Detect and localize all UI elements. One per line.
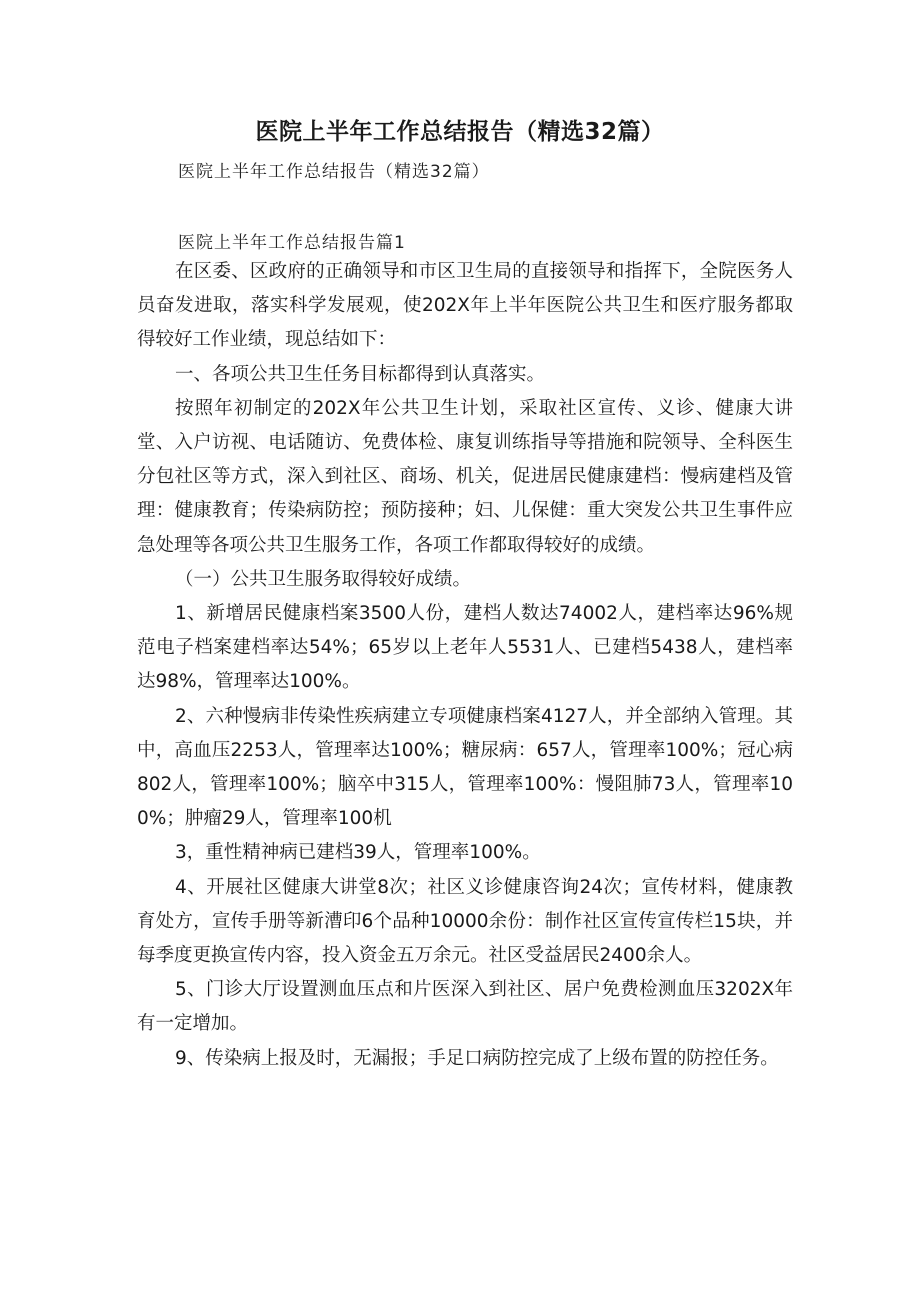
paragraph: （一）公共卫生服务取得较好成绩。 <box>175 568 472 590</box>
paragraph: 4、开展社区健康大讲堂8次；社区义诊健康咨询24次；宣传材料，健康教育处方，宣传手册等新漕印6个品种10000余份：制作社区宣传宣传栏15块，并每季度更换宣传内容，投入资金五万余元。社区受益居民2400余人。 <box>137 876 793 967</box>
paragraph: 在区委、区政府的正确领导和市区卫生局的直接领导和指挥下，全院医务人员奋发进取，落实科学发展观，使202X年上半年医院公共卫生和医疗服务都取得较好工作业绩，现总结如下： <box>137 261 793 351</box>
document-subtitle: 医院上半年工作总结报告（精选32篇） <box>178 162 490 182</box>
document-title: 医院上半年工作总结报告（精选32篇） <box>255 119 665 145</box>
paragraph: 一、各项公共卫生任务目标都得到认真落实。 <box>175 363 546 385</box>
paragraph: 3，重性精神病已建档39人，管理率100%。 <box>175 842 541 864</box>
section-heading: 医院上半年工作总结报告篇1 <box>178 233 406 253</box>
paragraph: 9、传染病上报及时，无漏报；手足口病防控完成了上级布置的防控任务。 <box>175 1047 779 1069</box>
paragraph: 1、新增居民健康档案3500人份，建档人数达74002人，建档率达96%规范电子档案建档率达54%；65岁以上老年人5531人、已建档5438人，建档率达98%，管理率达100%。 <box>137 603 793 693</box>
paragraph: 5、门诊大厅设置测血压点和片医深入到社区、居户免费检测血压3202X年有一定增加。 <box>137 979 793 1035</box>
document-body <box>137 255 793 1076</box>
paragraph: 按照年初制定的202X年公共卫生计划，采取社区宣传、义诊、健康大讲堂、入户访视、电话随访、免费体检、康复训练指导等措施和院领导、全科医生分包社区等方式，深入到社区、商场、机关，促进居民健康建档：慢病建档及管理：健康教育；传染病防控；预防接种；妇、儿保健：重大突发公共卫生事件应急处理等各项公共卫生服务工作，各项工作都取得较好的成绩。 <box>137 397 793 556</box>
paragraph: 2、六种慢病非传染性疾病建立专项健康档案4127人，并全部纳入管理。其中，高血压2253人，管理率达100%；糖尿病：657人，管理率100%；冠心病802人，管理率100%；脑卒中315人，管理率100%：慢阻肺73人，管理率100%；肿瘤29人，管理率100机 <box>137 705 793 830</box>
